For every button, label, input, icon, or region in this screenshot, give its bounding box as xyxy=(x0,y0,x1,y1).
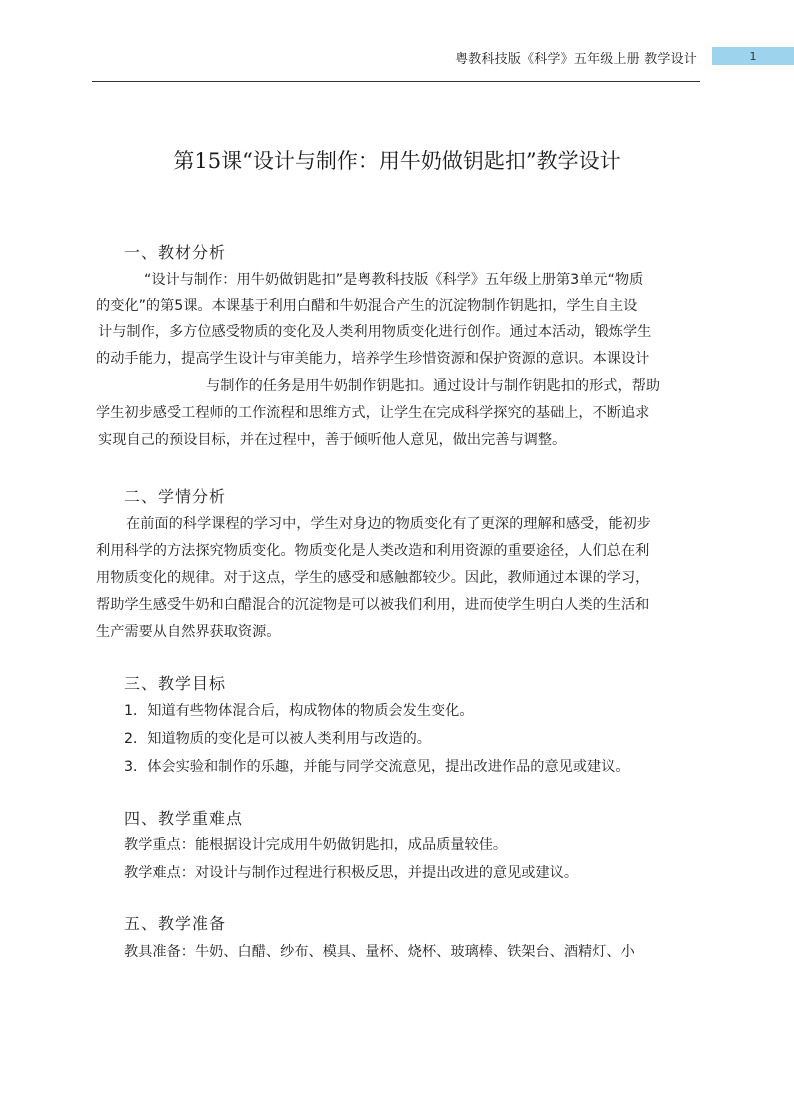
objective-item: 2．知道物质的变化是可以被人类利用与改造的。 xyxy=(124,731,431,747)
paragraph-line: 利用科学的方法探究物质变化。物质变化是人类改造和利用资源的重要途径，人们总在利 xyxy=(96,543,650,559)
page-number: 1 xyxy=(749,49,757,63)
section-heading: 四、教学重难点 xyxy=(124,809,244,828)
paragraph-line: 计与制作，多方位感受物质的变化及人类利用物质变化进行创作。通过本活动，锻炼学生 xyxy=(98,324,652,340)
paragraph-line: 学生初步感受工程师的工作流程和思维方式，让学生在完成科学探究的基础上，不断追求 xyxy=(96,405,650,421)
key-point-line: 教学重点：能根据设计完成用牛奶做钥匙扣，成品质量较佳。 xyxy=(124,837,508,853)
document-title: 第15课“设计与制作：用牛奶做钥匙扣”教学设计 xyxy=(173,149,621,173)
paragraph-line: 实现自己的预设目标，并在过程中，善于倾听他人意见，做出完善与调整。 xyxy=(98,432,567,448)
paragraph-line: “设计与制作：用牛奶做钥匙扣”是粤教科技版《科学》五年级上册第3单元“物质 xyxy=(144,272,644,288)
paragraph-line: 帮助学生感受牛奶和白醋混合的沉淀物是可以被我们利用，进而使学生明白人类的生活和 xyxy=(96,597,650,613)
paragraph-line: 在前面的科学课程的学习中，学生对身边的物质变化有了更深的理解和感受，能初步 xyxy=(126,516,651,532)
paragraph-line: 生产需要从自然界获取资源。 xyxy=(96,624,281,640)
paragraph-line: 的动手能力，提高学生设计与审美能力，培养学生珍惜资源和保护资源的意识。本课设计 xyxy=(96,351,650,367)
section-heading: 五、教学准备 xyxy=(124,914,227,933)
objective-item: 3．体会实验和制作的乐趣，并能与同学交流意见，提出改进作品的意见或建议。 xyxy=(124,759,630,775)
paragraph-line: 与制作的任务是用牛奶制作钥匙扣。通过设计与制作钥匙扣的形式，帮助 xyxy=(206,378,661,394)
page-number-badge xyxy=(712,47,794,65)
section-heading: 三、教学目标 xyxy=(124,674,227,693)
section-heading: 二、学情分析 xyxy=(124,487,227,506)
difficult-point-line: 教学难点：对设计与制作过程进行积极反思，并提出改进的意见或建议。 xyxy=(124,865,579,881)
header-divider xyxy=(92,81,700,82)
objective-item: 1．知道有些物体混合后，构成物体的物质会发生变化。 xyxy=(124,703,474,719)
preparation-line: 教具准备：牛奶、白醋、纱布、模具、量杯、烧杯、玻璃棒、铁架台、酒精灯、小 xyxy=(124,944,635,960)
section-heading: 一、教材分析 xyxy=(124,243,227,262)
header-title: 粤教科技版《科学》五年级上册 教学设计 xyxy=(455,52,697,67)
paragraph-line: 用物质变化的规律。对于这点，学生的感受和感触都较少。因此，教师通过本课的学习， xyxy=(96,570,650,586)
paragraph-line: 的变化”的第5课。本课基于利用白醋和牛奶混合产生的沉淀物制作钥匙扣，学生自主设 xyxy=(96,298,638,314)
